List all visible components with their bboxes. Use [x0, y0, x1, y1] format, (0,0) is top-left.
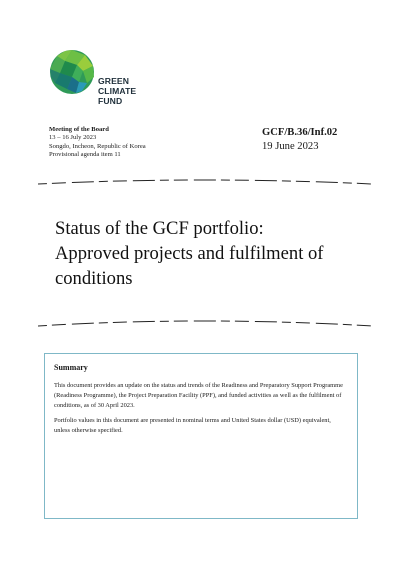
document-title: [55, 216, 375, 291]
meeting-title: Meeting of the Board: [49, 126, 109, 133]
divider-bottom: [38, 320, 372, 330]
summary-box: [44, 353, 358, 519]
logo-wordmark: [98, 76, 136, 106]
document-reference: [262, 126, 337, 154]
logo-line: FUND: [98, 96, 123, 106]
document-date: 19 June 2023: [262, 141, 319, 152]
title-line: Status of the GCF portfolio:: [55, 218, 264, 239]
logo-line: CLIMATE: [98, 86, 137, 96]
meeting-place: Songdo, Incheon, Republic of Korea: [49, 142, 146, 150]
title-line: Approved projects and fulfilment of: [55, 243, 324, 264]
logo-line: GREEN: [98, 76, 130, 86]
gcf-logo: [49, 49, 149, 109]
title-line: conditions: [55, 268, 133, 289]
summary-paragraph: This document provides an update on the status and trends of the Readiness and Preparatory Support Programme (Readiness Programme), the Project Preparation Facility (PPF), and funded activities as well as the fulfilment of conditions, as of 30 April 2023.: [54, 382, 343, 410]
meeting-dates: 13 – 16 July 2023: [49, 134, 97, 142]
summary-paragraph: Portfolio values in this document are presented in nominal terms and United States dollar (USD) equivalent, unless otherwise specified.: [54, 416, 331, 434]
document-code: GCF/B.36/Inf.02: [262, 127, 338, 138]
summary-heading: Summary: [54, 363, 88, 372]
divider-top: [38, 178, 372, 188]
globe-logo-icon: [49, 49, 95, 95]
meeting-info: [49, 126, 146, 160]
agenda-item: Provisional agenda item 11: [49, 151, 121, 159]
